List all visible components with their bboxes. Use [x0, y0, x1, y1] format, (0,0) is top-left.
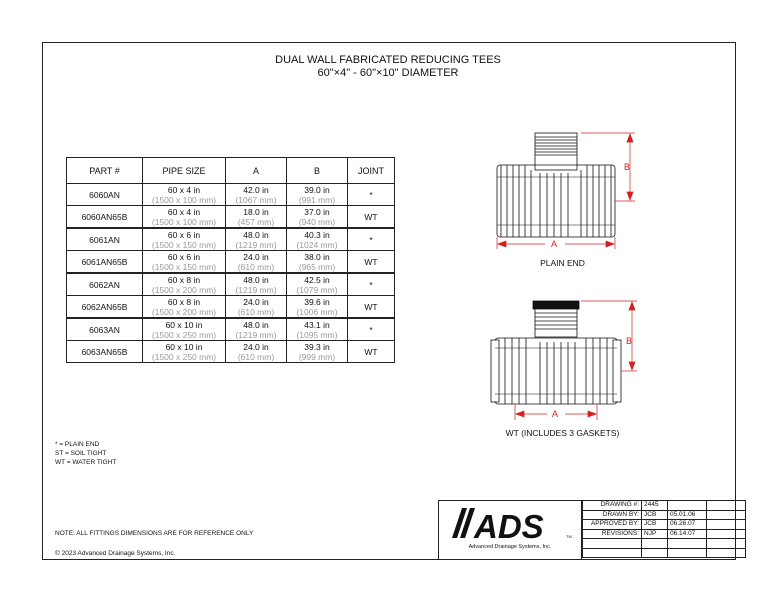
- joint-type: *: [369, 279, 373, 290]
- watertight-tee-drawing: [485, 298, 645, 423]
- watertight-label: WT (INCLUDES 3 GASKETS): [505, 428, 620, 438]
- pipe-size-in: 60 x 4 in: [167, 184, 201, 195]
- a-in: 24.0 in: [243, 296, 269, 307]
- legend-item: WT = WATER TIGHT: [55, 459, 117, 466]
- a-in: 24.0 in: [243, 341, 269, 352]
- pipe-size-in: 60 x 10 in: [165, 319, 203, 330]
- b-mm: (1024 mm): [296, 239, 338, 250]
- info-cell-empty: [668, 539, 707, 549]
- cell-b: [287, 296, 348, 319]
- info-cell-empty: [642, 548, 668, 558]
- info-cell-empty: [707, 529, 746, 539]
- cell-pipe-size: [143, 228, 226, 251]
- plain-end-tee-drawing: [485, 125, 645, 255]
- table-row: [67, 318, 395, 341]
- info-cell-empty: [642, 539, 668, 549]
- logo-text: ADS: [474, 508, 544, 544]
- cell-b: [287, 318, 348, 341]
- cell-part: [67, 273, 143, 296]
- cell-joint: [348, 184, 395, 206]
- info-cell-empty: [707, 539, 746, 549]
- header-part: PART #: [67, 158, 143, 184]
- a-in: 24.0 in: [243, 251, 269, 262]
- table-row: [67, 296, 395, 319]
- info-cell-empty: [668, 548, 707, 558]
- info-cell-empty: [707, 520, 746, 530]
- cell-part: [67, 206, 143, 229]
- part-number: 6060AN: [89, 189, 120, 200]
- logo-tm: TM: [566, 534, 572, 539]
- revisions-label: REVISIONS:: [583, 529, 642, 539]
- part-number: 6060AN65B: [81, 211, 128, 222]
- cell-part: [67, 251, 143, 274]
- pipe-size-in: 60 x 4 in: [167, 206, 201, 217]
- info-cell-empty: [707, 510, 746, 520]
- cell-a: [226, 206, 287, 229]
- cell-a: [226, 273, 287, 296]
- cell-pipe-size: [143, 206, 226, 229]
- cell-pipe-size: [143, 296, 226, 319]
- cell-b: [287, 184, 348, 206]
- cell-part: [67, 184, 143, 206]
- cell-joint: [348, 341, 395, 363]
- page-title: [0, 54, 776, 80]
- dimension-a-label: A: [552, 409, 559, 419]
- cell-b: [287, 206, 348, 229]
- b-in: 39.3 in: [304, 341, 330, 352]
- a-in: 18.0 in: [243, 206, 269, 217]
- a-mm: (1219 mm): [235, 239, 277, 250]
- joint-legend: [55, 440, 116, 467]
- cell-b: [287, 251, 348, 274]
- a-mm: (1219 mm): [235, 329, 277, 340]
- cell-part: [67, 296, 143, 319]
- joint-type: *: [369, 324, 373, 335]
- title-line-2: 60"×4" - 60"×10" DIAMETER: [317, 67, 459, 79]
- cell-part: [67, 341, 143, 363]
- drawing-number-label: DRAWING #:: [583, 501, 642, 511]
- dimension-b-label: B: [624, 162, 631, 172]
- info-row: [583, 510, 746, 520]
- part-number: 6062AN: [89, 279, 120, 290]
- a-mm: (610 mm): [237, 306, 275, 317]
- revisions-date: 06.14.07: [668, 529, 707, 539]
- cell-part: [67, 318, 143, 341]
- pipe-size-in: 60 x 6 in: [167, 229, 201, 240]
- ads-logo-mark: [438, 500, 582, 544]
- cell-joint: [348, 318, 395, 341]
- drawing-number-value: 2445: [642, 501, 668, 511]
- joint-type: WT: [364, 346, 378, 357]
- drawn-date: 05.01.06: [668, 510, 707, 520]
- header-pipe-size: PIPE SIZE: [143, 158, 226, 184]
- pipe-size-mm: (1500 x 250 mm): [151, 329, 217, 340]
- b-in: 43.1 in: [304, 319, 330, 330]
- part-number: 6061AN: [89, 234, 120, 245]
- info-row: [583, 548, 746, 558]
- b-mm: (1095 mm): [296, 329, 338, 340]
- table-row: [67, 228, 395, 251]
- cell-pipe-size: [143, 341, 226, 363]
- cell-b: [287, 228, 348, 251]
- info-cell-empty: [668, 501, 707, 511]
- info-cell-empty: [583, 548, 642, 558]
- pipe-size-mm: (1500 x 150 mm): [151, 239, 217, 250]
- pipe-size-in: 60 x 10 in: [165, 341, 203, 352]
- joint-type: WT: [364, 301, 378, 312]
- info-row: [583, 520, 746, 530]
- header-joint: JOINT: [348, 158, 395, 184]
- cell-joint: [348, 251, 395, 274]
- a-in: 48.0 in: [243, 319, 269, 330]
- header-a: A: [226, 158, 287, 184]
- pipe-size-in: 60 x 6 in: [167, 251, 201, 262]
- b-mm: (965 mm): [298, 261, 336, 272]
- copyright: © 2023 Advanced Drainage Systems, Inc.: [55, 550, 176, 557]
- b-in: 39.6 in: [304, 296, 330, 307]
- b-mm: (940 mm): [298, 216, 336, 227]
- pipe-size-mm: (1500 x 200 mm): [151, 306, 217, 317]
- table-row: [67, 251, 395, 274]
- pipe-size-mm: (1500 x 100 mm): [151, 216, 217, 227]
- info-row: [583, 529, 746, 539]
- a-mm: (1219 mm): [235, 284, 277, 295]
- b-mm: (1079 mm): [296, 284, 338, 295]
- revisions-value: NJP: [642, 529, 668, 539]
- info-cell-empty: [707, 548, 746, 558]
- pipe-size-mm: (1500 x 250 mm): [151, 351, 217, 362]
- reference-note: NOTE: ALL FITTINGS DIMENSIONS ARE FOR REFERENCE ONLY: [55, 530, 254, 537]
- approved-by-value: JCB: [642, 520, 668, 530]
- cell-joint: [348, 228, 395, 251]
- pipe-size-mm: (1500 x 100 mm): [151, 194, 217, 205]
- b-in: 39.0 in: [304, 184, 330, 195]
- cell-joint: [348, 296, 395, 319]
- info-cell-empty: [707, 501, 746, 511]
- b-mm: (999 mm): [298, 351, 336, 362]
- cell-a: [226, 184, 287, 206]
- pipe-size-in: 60 x 8 in: [167, 274, 201, 285]
- cell-pipe-size: [143, 251, 226, 274]
- cell-a: [226, 318, 287, 341]
- pipe-size-in: 60 x 8 in: [167, 296, 201, 307]
- a-mm: (610 mm): [237, 261, 275, 272]
- drawing-info-table: [582, 500, 746, 558]
- dimension-b-label: B: [626, 336, 633, 346]
- joint-type: WT: [364, 211, 378, 222]
- joint-type: *: [369, 234, 373, 245]
- joint-type: *: [369, 189, 373, 200]
- a-mm: (457 mm): [237, 216, 275, 227]
- b-in: 42.5 in: [304, 274, 330, 285]
- b-mm: (1006 mm): [296, 306, 338, 317]
- ads-logo: [438, 500, 582, 560]
- b-mm: (991 mm): [298, 194, 336, 205]
- b-in: 38.0 in: [304, 251, 330, 262]
- approved-date: 06.26.07: [668, 520, 707, 530]
- table-header-row: [67, 158, 395, 184]
- pipe-size-mm: (1500 x 200 mm): [151, 284, 217, 295]
- part-number: 6062AN65B: [81, 301, 128, 312]
- approved-by-label: APPROVED BY:: [583, 520, 642, 530]
- cell-pipe-size: [143, 184, 226, 206]
- table-row: [67, 184, 395, 206]
- legend-item: * = PLAIN END: [55, 441, 100, 448]
- cell-a: [226, 341, 287, 363]
- b-in: 37.0 in: [304, 206, 330, 217]
- title-line-1: DUAL WALL FABRICATED REDUCING TEES: [275, 54, 501, 66]
- a-mm: (610 mm): [237, 351, 275, 362]
- table-row: [67, 273, 395, 296]
- drawn-by-label: DRAWN BY:: [583, 510, 642, 520]
- cell-a: [226, 296, 287, 319]
- pipe-size-mm: (1500 x 150 mm): [151, 261, 217, 272]
- cell-pipe-size: [143, 273, 226, 296]
- drawn-by-value: JCB: [642, 510, 668, 520]
- cell-a: [226, 251, 287, 274]
- legend-item: ST = SOIL TIGHT: [55, 450, 107, 457]
- b-in: 40.3 in: [304, 229, 330, 240]
- header-b: B: [287, 158, 348, 184]
- table-row: [67, 341, 395, 363]
- a-in: 48.0 in: [243, 274, 269, 285]
- cell-joint: [348, 273, 395, 296]
- a-in: 42.0 in: [243, 184, 269, 195]
- dimension-a-label: A: [551, 239, 558, 249]
- info-row: [583, 539, 746, 549]
- part-number: 6061AN65B: [81, 256, 128, 267]
- cell-a: [226, 228, 287, 251]
- info-row: [583, 501, 746, 511]
- a-in: 48.0 in: [243, 229, 269, 240]
- logo-subtitle: Advanced Drainage Systems, Inc.: [468, 544, 552, 550]
- a-mm: (1067 mm): [235, 194, 277, 205]
- info-cell-empty: [583, 539, 642, 549]
- joint-type: WT: [364, 256, 378, 267]
- cell-b: [287, 341, 348, 363]
- table-row: [67, 206, 395, 229]
- cell-joint: [348, 206, 395, 229]
- cell-part: [67, 228, 143, 251]
- part-number: 6063AN65B: [81, 346, 128, 357]
- cell-b: [287, 273, 348, 296]
- fittings-table: [66, 157, 395, 363]
- cell-pipe-size: [143, 318, 226, 341]
- part-number: 6063AN: [89, 324, 120, 335]
- plain-end-label: PLAIN END: [540, 258, 585, 268]
